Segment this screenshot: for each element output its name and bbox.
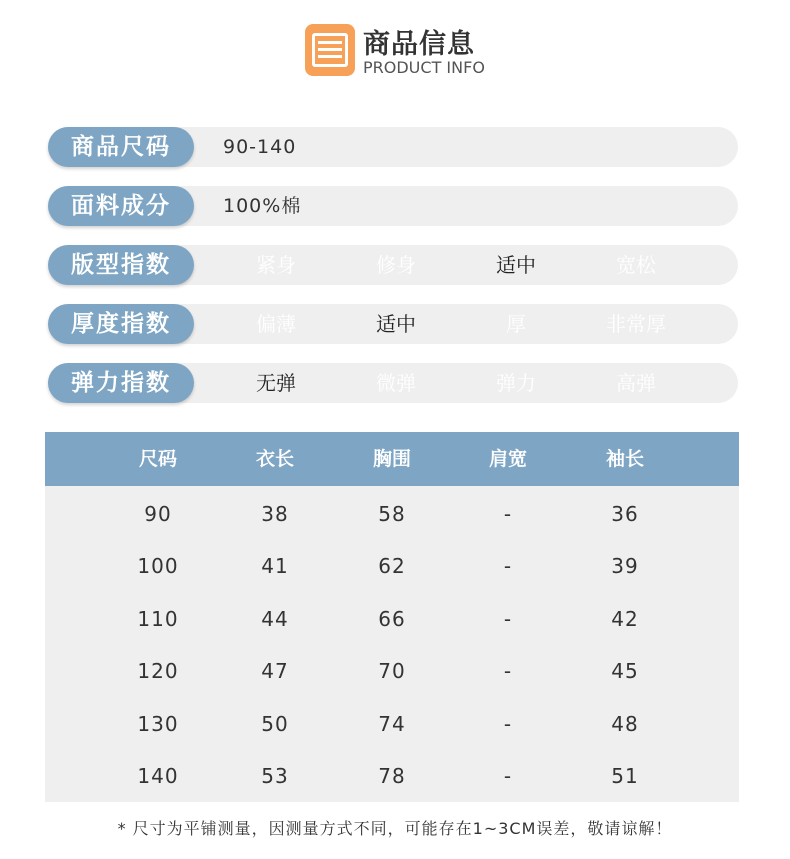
table-cell: 58 xyxy=(378,502,406,526)
size-table xyxy=(45,432,739,802)
measurement-note: * 尺寸为平铺测量，因测量方式不同，可能存在1~3CM误差，敬请谅解！ xyxy=(117,819,673,838)
table-cell: 130 xyxy=(137,712,179,736)
info-value-fabric: 100%棉 xyxy=(223,195,302,217)
table-row xyxy=(45,645,739,697)
info-label-thickness: 厚度指数 xyxy=(48,304,194,344)
table-cell: 39 xyxy=(611,554,639,578)
info-label-fit: 版型指数 xyxy=(48,245,194,285)
fit-option: 宽松 xyxy=(616,253,656,277)
table-cell: 41 xyxy=(261,554,289,578)
table-header xyxy=(45,432,739,486)
table-cell: 50 xyxy=(261,712,289,736)
info-row-size xyxy=(48,127,738,167)
elasticity-option: 弹力 xyxy=(496,371,536,395)
table-cell: 110 xyxy=(137,607,179,631)
column-header: 胸围 xyxy=(372,448,411,470)
fit-option-selected: 适中 xyxy=(496,253,536,277)
table-cell: 78 xyxy=(378,764,406,788)
fit-option: 修身 xyxy=(376,253,416,277)
info-row-fit xyxy=(48,245,738,285)
table-cell: - xyxy=(503,607,513,631)
document-list-icon xyxy=(305,24,355,76)
info-row-thickness xyxy=(48,304,738,344)
thickness-option-selected: 适中 xyxy=(376,312,416,336)
column-header: 衣长 xyxy=(255,448,294,470)
table-cell: 45 xyxy=(611,659,639,683)
elasticity-option-selected: 无弹 xyxy=(256,371,296,395)
table-cell: 62 xyxy=(378,554,406,578)
table-cell: 90 xyxy=(144,502,172,526)
table-cell: 51 xyxy=(611,764,639,788)
table-cell: 74 xyxy=(378,712,406,736)
column-header: 肩宽 xyxy=(488,448,527,470)
elasticity-option: 微弹 xyxy=(376,371,416,395)
table-cell: - xyxy=(503,502,513,526)
table-row xyxy=(45,540,739,592)
info-label-elasticity: 弹力指数 xyxy=(48,363,194,403)
table-cell: 70 xyxy=(378,659,406,683)
table-cell: 100 xyxy=(137,554,179,578)
section-title: 商品信息 xyxy=(363,29,475,60)
thickness-option: 偏薄 xyxy=(256,312,296,336)
table-cell: 66 xyxy=(378,607,406,631)
section-subtitle: PRODUCT INFO xyxy=(363,58,485,77)
table-row xyxy=(45,750,739,802)
info-row-fabric xyxy=(48,186,738,226)
elasticity-option: 高弹 xyxy=(616,371,656,395)
thickness-option: 非常厚 xyxy=(606,312,666,336)
table-cell: 53 xyxy=(261,764,289,788)
table-cell: 48 xyxy=(611,712,639,736)
info-value-size: 90-140 xyxy=(223,136,297,158)
table-cell: 47 xyxy=(261,659,289,683)
table-row xyxy=(45,593,739,645)
info-row-elasticity xyxy=(48,363,738,403)
table-row xyxy=(45,488,739,540)
table-cell: - xyxy=(503,764,513,788)
table-row xyxy=(45,698,739,750)
table-cell: 44 xyxy=(261,607,289,631)
table-cell: 120 xyxy=(137,659,179,683)
table-cell: - xyxy=(503,712,513,736)
table-cell: - xyxy=(503,554,513,578)
table-cell: - xyxy=(503,659,513,683)
table-cell: 36 xyxy=(611,502,639,526)
thickness-option: 厚 xyxy=(506,312,526,336)
table-cell: 42 xyxy=(611,607,639,631)
info-label-size: 商品尺码 xyxy=(48,127,194,167)
table-cell: 140 xyxy=(137,764,179,788)
column-header: 袖长 xyxy=(605,448,644,470)
info-label-fabric: 面料成分 xyxy=(48,186,194,226)
table-cell: 38 xyxy=(261,502,289,526)
fit-option: 紧身 xyxy=(256,253,296,277)
column-header: 尺码 xyxy=(138,448,177,470)
